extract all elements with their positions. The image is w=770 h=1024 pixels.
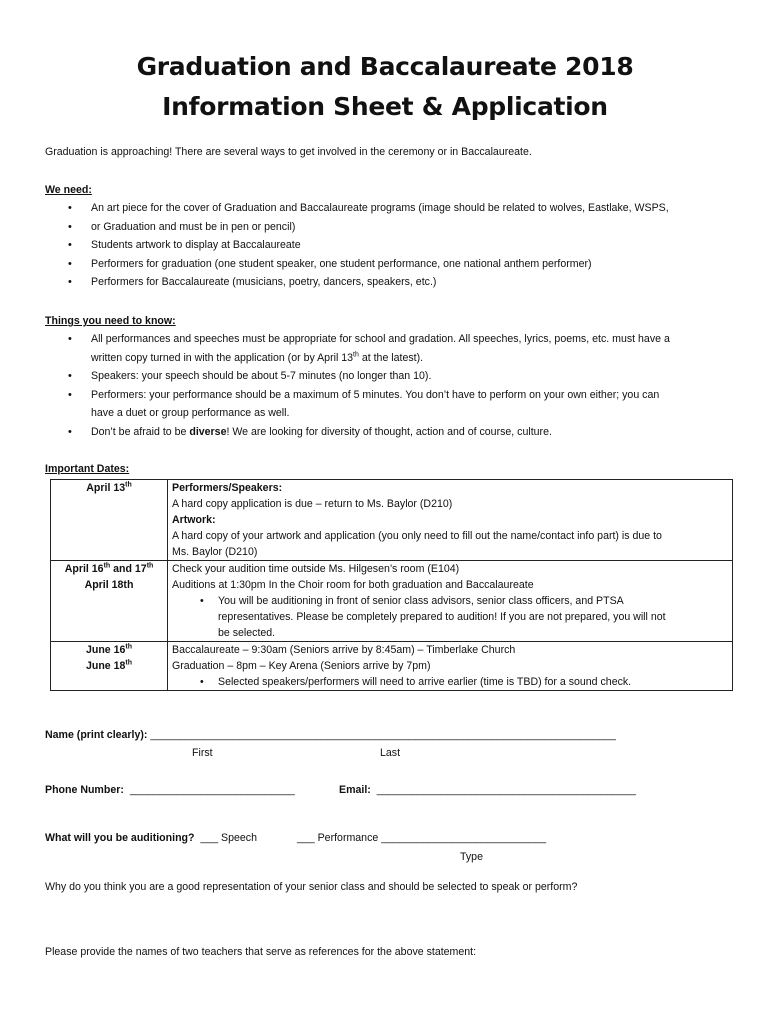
email-field[interactable] [339,783,636,797]
phone-line[interactable]: ____________________________ [129,784,295,796]
email-label: Email: [339,784,371,796]
table-row [51,577,733,642]
list-item: • Performers for Baccalaureate (musicians, poetry, dancers, speakers, etc.) [65,273,725,292]
details-cell: Auditions at 1:30pm In the Choir room for both graduation and Baccalaureate • You will be auditioning in front of senior class advisors, senior class officers, and PTSA representatives. Please be completely prepared to audition! If you are not prepared, you will not be selected. [168,577,733,642]
we-need-heading: We need: [45,184,92,196]
type-caption: Type [460,851,483,863]
table-row [51,642,733,659]
details-cell: Baccalaureate – 9:30am (Seniors arrive by 8:45am) – Timberlake Church [168,642,733,659]
first-name-caption: First [192,747,213,759]
important-dates-table [50,479,733,691]
date-cell: April 18th [51,577,168,642]
date-cell: June 18th [51,658,168,691]
table-row [51,658,733,691]
performance-option[interactable]: ___ Performance ____________________________ [297,832,547,844]
name-label: Name (print clearly): [45,729,148,741]
list-item: • Speakers: your speech should be about 5-7 minutes (no longer than 10). [65,367,725,386]
list-item: • Performers: your performance should be a maximum of 5 minutes. You don’t have to perform on your own either; you can have a duet or group performance as well. [65,386,725,423]
things-heading: Things you need to know: [45,315,176,327]
phone-field[interactable] [45,783,295,797]
list-item: • All performances and speeches must be appropriate for school and gradation. All speeches, lyrics, poems, etc. must have a written copy turned in with the application (or by April 13th at the latest). [65,330,725,367]
date-cell: April 13th [51,480,168,561]
email-line[interactable]: ____________________________________________ [376,784,636,796]
dates-heading: Important Dates: [45,463,130,475]
name-field[interactable] [45,728,616,742]
date-cell: April 16th and 17th [51,561,168,578]
table-row [51,480,733,561]
audition-field [45,831,257,845]
phone-label: Phone Number: [45,784,124,796]
list-item: • Don’t be afraid to be diverse! We are looking for diversity of thought, action and of course, culture. [65,423,725,442]
references-question: Please provide the names of two teachers that serve as references for the above statement: [45,946,477,958]
things-list [65,330,725,441]
intro-text: Graduation is approaching! There are several ways to get involved in the ceremony or in Baccalaureate. [45,146,532,158]
speech-option[interactable]: ___ Speech [200,832,257,844]
audition-label: What will you be auditioning? [45,832,195,844]
we-need-list [65,199,725,292]
details-cell: Check your audition time outside Ms. Hilgesen’s room (E104) [168,561,733,578]
last-name-caption: Last [380,747,401,759]
details-cell: Performers/Speakers: A hard copy application is due – return to Ms. Baylor (D210) Artwork: A hard copy of your artwork and application (you only need to fill out the name/contact info part) is due to Ms. Baylor (D210) [168,480,733,561]
date-cell: June 16th [51,642,168,659]
table-row [51,561,733,578]
list-item: • An art piece for the cover of Graduation and Baccalaureate programs (image should be related to wolves, Eastlake, WSPS, [65,199,725,218]
page-subtitle: Information Sheet & Application [162,92,608,121]
list-item-continued: • or Graduation and must be in pen or pencil) [65,218,725,237]
page-title: Graduation and Baccalaureate 2018 [136,52,634,81]
list-item: • Students artwork to display at Baccalaureate [65,236,725,255]
why-question: Why do you think you are a good representation of your senior class and should be selected to speak or perform? [45,881,578,893]
list-item: • Performers for graduation (one student speaker, one student performance, one national anthem performer) [65,255,725,274]
name-line[interactable]: _______________________________________________________________________________ [150,729,616,741]
details-cell: Graduation – 8pm – Key Arena (Seniors arrive by 7pm) • Selected speakers/performers will need to arrive earlier (time is TBD) for a sound check. [168,658,733,691]
